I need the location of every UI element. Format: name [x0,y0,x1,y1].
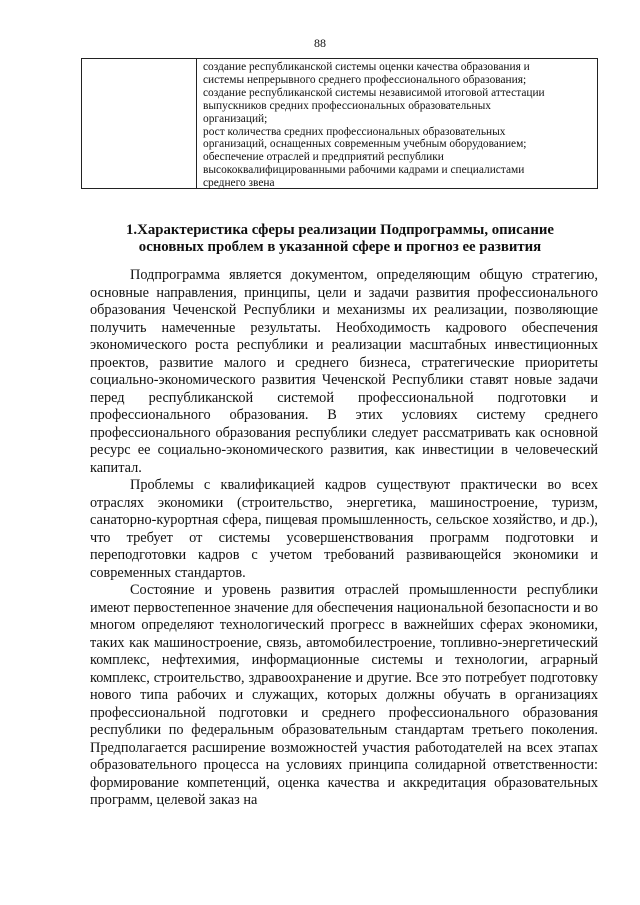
objectives-table [81,58,598,189]
table-line: организаций; [203,112,268,125]
table-line: обеспечение отраслей и предприятий республики [203,151,444,164]
table-empty-cell [82,59,197,188]
body-text [90,267,598,810]
table-line: среднего звена [203,177,275,190]
paragraph: Подпрограмма является документом, определяющим общую стратегию, основные направления, принципы, цели и задачи развития профессионального образования Чеченской Республики и механизмы их реализации, позволяющие получить намеченные результаты. Необходимость кадрового обеспечения экономического роста республики и реализации масштабных инвестиционных проектов, развитие малого и среднего бизнеса, стратегические приоритеты социально-экономического развития Чеченской Республики ставят новые задачи перед республиканской системой профессиональной подготовки и профессионального образования. В этих условиях систему среднего профессионального образования республики следует рассматривать как основной ресурс ее социально-экономического развития, как инвестиции в человеческий капитал. [90,267,598,476]
page-number: 88 [314,36,326,50]
section-heading [70,222,610,256]
table-line: выпускников средних профессиональных образовательных [203,99,491,112]
section-heading-line: 1.Характеристика сферы реализации Подпрограммы, описание [126,222,554,238]
table-line: рост количества средних профессиональных образовательных [203,125,506,138]
table-line: системы непрерывного среднего профессионального образования; [203,73,527,86]
table-text-cell [197,59,597,188]
paragraph: Проблемы с квалификацией кадров существуют практически во всех отраслях экономики (строительство, энергетика, машиностроение, туризм, санаторно-курортная сфера, пищевая промышленность, сельское хозяйство, и др.), что требует от системы усовершенствования программ подготовки и переподготовки кадров с учетом требований развивающейся экономики и современных стандартов. [90,477,598,581]
section-heading-line: основных проблем в указанной сфере и прогноз ее развития [138,239,542,255]
table-line: создание республиканской системы оценки качества образования и [203,61,530,73]
paragraph: Состояние и уровень развития отраслей промышленности республики имеют первостепенное значение для обеспечения национальной безопасности и во многом определяют технологический прогресс в важнейших сферах экономики, таких как машиностроение, связь, автомобилестроение, топливно-энергетический комплекс, нефтехимия, информационные системы и технологии, аграрный комплекс, строительство, здравоохранение и другие. Все это потребует подготовку нового типа рабочих и служащих, которых должны обучать в организациях профессиональной подготовки и среднего профессионального образования республики по федеральным образовательным стандартам третьего поколения. Предполагается расширение возможностей участия работодателей на всех этапах образовательного процесса на условиях принципа солидарной ответственности: формирование компетенций, оценка качества и аккредитация образовательных программ, целевой заказ на [90,582,598,808]
table-line: создание республиканской системы независимой итоговой аттестации [203,86,545,99]
table-line: организаций, оснащенных современным учебным оборудованием; [203,138,527,151]
table-line: высококвалифицированными рабочими кадрами и специалистами [203,164,525,177]
